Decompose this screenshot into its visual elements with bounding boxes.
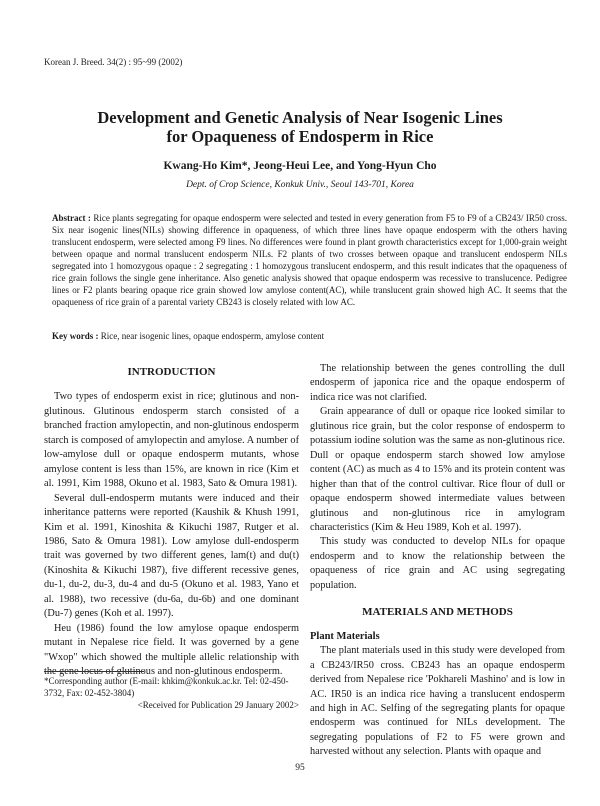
left-column — [44, 365, 299, 680]
plant-materials-heading: Plant Materials — [310, 630, 380, 642]
author-list: Kwang-Ho Kim*, Jeong-Heui Lee, and Yong-Hyun Cho — [163, 160, 437, 172]
abstract-text: Rice plants segregating for opaque endosperm were selected and tested in every generation from F5 to F9 of a CB243/ IR50 cross. Six near isogenic lines(NILs) showing difference in opaqueness, of which three lines have opaque endosperm with the others having translucent endosperm, were selected among F9 lines. No differences were found in plant growth characteristics except for 1,000-grain weight between opaque and normal translucent endosperm NILs. F2 plants of two crosses between opaque and translucent endosperm NILs segregated into 1 homozygous opaque : 2 segregating : 1 homozygous translucent endosperm, and this result indicates that the opaqueness of rice grain follows the single gene inheritance. Also genetic analysis showed that opaque endosperm was recessive to translucence. Pedigree lines or F2 plants bearing opaque rice grain showed low amylose content(AC), while translucent grain showed high AC. It seems that the opaqueness of rice grain of a parental variety CB243 is closely related with low AC. — [52, 213, 567, 307]
methods-heading: MATERIALS AND METHODS — [362, 606, 513, 619]
intro-paragraph-3: Heu (1986) found the low amylose opaque endosperm mutant in Nepalese rice field. It was governed by a gene "Wxop" which showed the multiple allelic relationship with the gene locus of glutinous and non-glutinous endosperm. — [44, 622, 299, 678]
corresponding-author-note: *Corresponding author (E-mail: khkim@konkuk.ac.kr. Tel: 02-450-3732, Fax: 02-452-3804) — [44, 676, 289, 698]
right-paragraph-1: The relationship between the genes controlling the dull endosperm of japonica rice and the opaque endosperm of indica rice was not clarified. — [310, 363, 565, 403]
footnote-rule — [44, 671, 144, 672]
right-paragraph-2: Grain appearance of dull or opaque rice looked similar to glutinous rice grain, but the color response of endosperm to potassium iodine solution was the same as non-glutinous rice. Dull or opaque endosperm starch showed low amylose content (AC) as much as 4 to 15% and its protein content was higher than that of the control cultivar. Rice flour of dull or opaque endosperm showed intermediate values between glutinous and non-glutinous rice in amylogram characteristics (Kim & Heu 1989, Koh et al. 1997). — [310, 406, 565, 533]
affiliation: Dept. of Crop Science, Konkuk Univ., Seoul 143-701, Korea — [186, 180, 414, 190]
methods-paragraph-1: The plant materials used in this study were developed from a CB243/IR50 cross. CB243 has an opaque endosperm derived from Nepalese rice 'Pokhareli Mashino' and is low in AC. IR50 is an indica rice having a translucent endosperm and high in AC. Selfing of the segregating plants for opaque endosperm was continued for NILs development. The segregating populations of F2 to F5 were grown and harvested without any selection. Plants with opaque and — [310, 645, 565, 758]
keywords-text: Rice, near isogenic lines, opaque endosperm, amylose content — [100, 331, 325, 341]
received-date: <Received for Publication 29 January 2002> — [137, 700, 299, 710]
abstract-label: Abstract : — [52, 213, 91, 223]
right-paragraph-3: This study was conducted to develop NILs for opaque endosperm and to know the relationship between the opaqueness of rice grain and AC using segregating population. — [310, 536, 565, 591]
footnote — [44, 671, 299, 711]
title-line-1: Development and Genetic Analysis of Near Isogenic Lines — [97, 108, 503, 127]
right-column — [310, 362, 565, 760]
title-line-2: for Opaqueness of Endosperm in Rice — [166, 127, 434, 146]
keywords — [52, 331, 567, 341]
intro-paragraph-1: Two types of endosperm exist in rice; glutinous and non-glutinous. Glutinous endosperm starch consisted of a branched fraction amylopectin, and non-glutinous endosperm starch is composed of amylopectin and amylose. A number of low-amylose dull or opaque endosperm mutants, whose amylose content is less than 15%, are known in rice (Kim et al. 1991, Kim 1988, Okuno et al. 1983, Sato & Omura 1981). — [44, 391, 299, 490]
journal-reference: Korean J. Breed. 34(2) : 95~99 (2002) — [44, 57, 183, 67]
introduction-heading: INTRODUCTION — [127, 366, 216, 378]
keywords-label: Key words : — [52, 331, 99, 341]
intro-paragraph-2: Several dull-endosperm mutants were induced and their inheritance patterns were reported (Kaushik & Khush 1991, Kim et al. 1991, Kinoshita & Kikuchi 1987, Rutger et al. 1986, Sato & Omura 1981). Low amylose dull-endosperm trait was governed by two different genes, lam(t) and du(t) (Kinoshita & Kikuchi 1987), five different recessive genes, du-1, du-2, du-3, du-4 and du-5 (Okuno et al. 1983, Yano et al. 1988), two recessive (du-6a, du-6b) and one dominant (Du-7) genes (Koh et al. 1997). — [44, 492, 299, 620]
abstract — [52, 212, 567, 308]
paper-title — [70, 108, 530, 146]
page-number: 95 — [295, 763, 305, 773]
